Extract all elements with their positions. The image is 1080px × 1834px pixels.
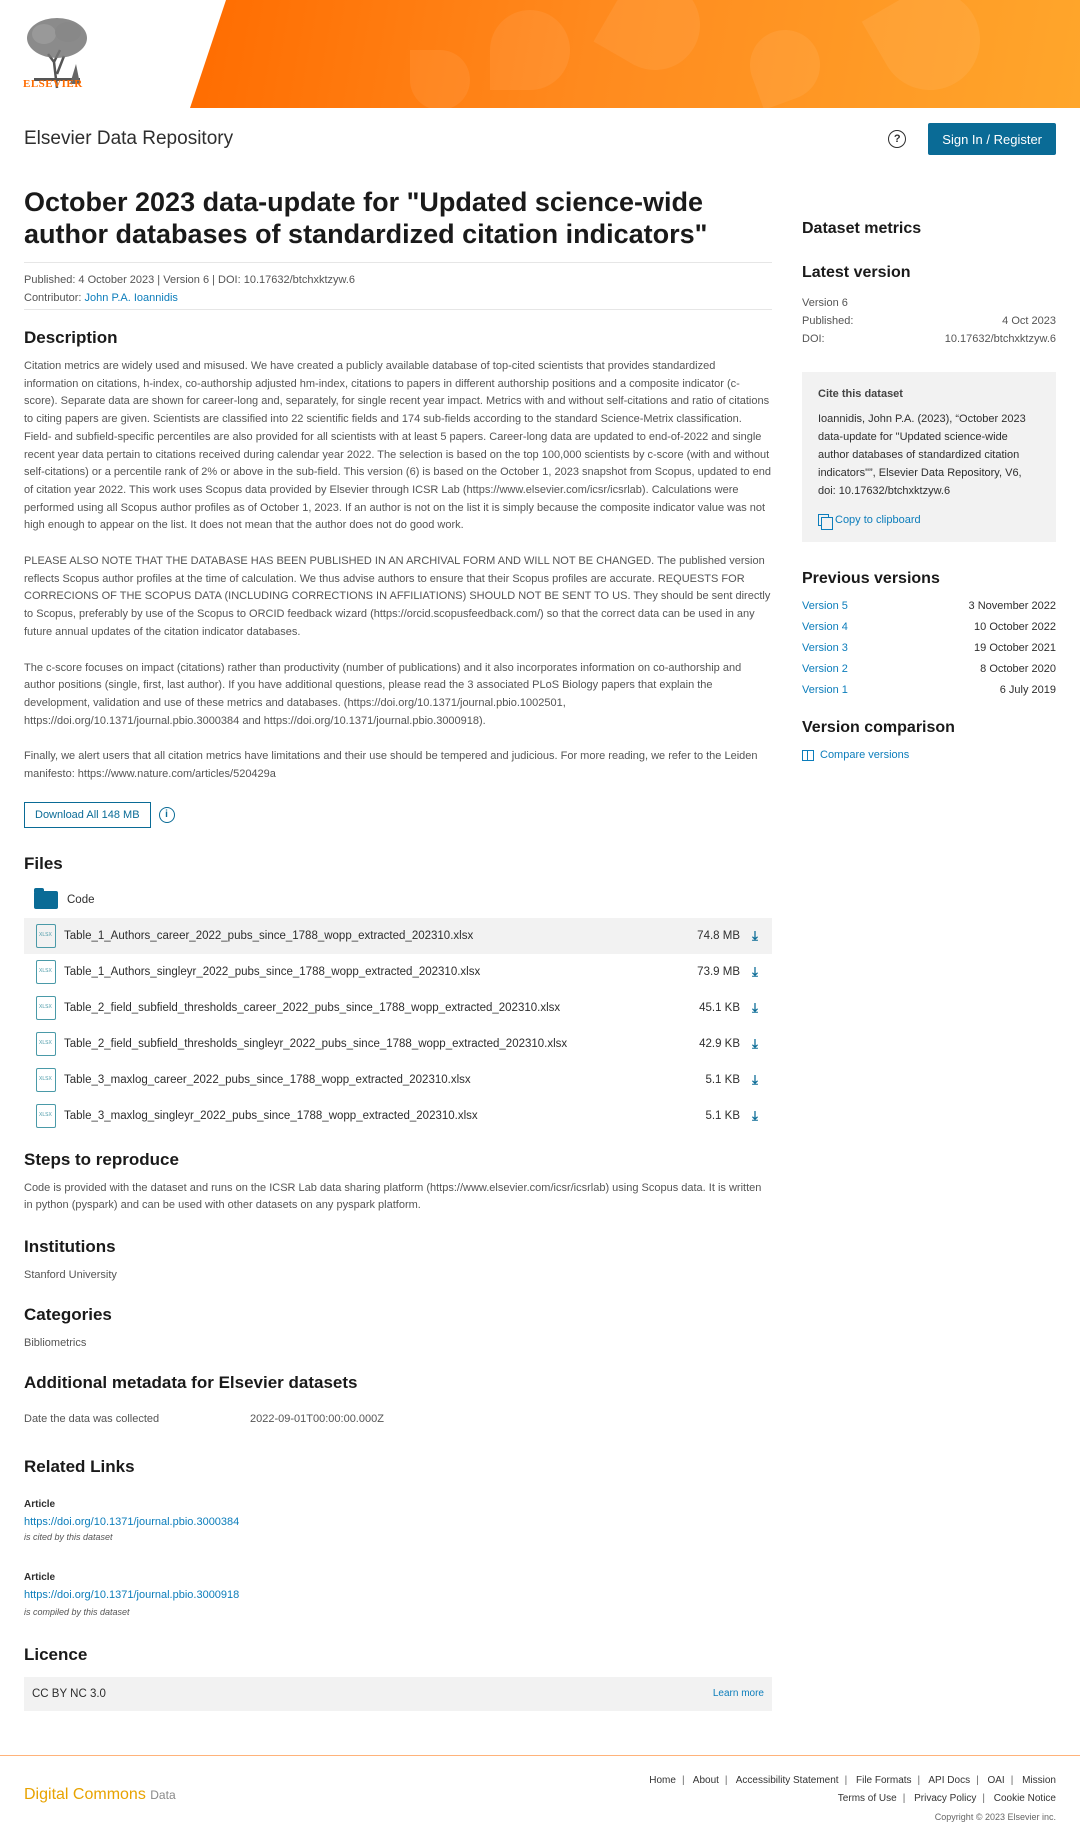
elsevier-wordmark: ELSEVIER (23, 78, 83, 90)
help-icon[interactable]: ? (888, 130, 906, 148)
version-link[interactable]: Version 2 (802, 663, 848, 675)
footer-link-home[interactable]: Home (649, 1775, 676, 1786)
download-icon[interactable]: ⤓ (752, 999, 758, 1015)
file-row[interactable] (24, 1062, 772, 1098)
file-row[interactable] (24, 1098, 772, 1134)
contributor-label: Contributor: (24, 292, 85, 304)
version-link[interactable]: Version 3 (802, 642, 848, 654)
compare-versions-button[interactable] (802, 749, 1056, 761)
spreadsheet-file-icon: XLSX (36, 1068, 56, 1092)
version-link[interactable]: Version 5 (802, 600, 848, 612)
spreadsheet-file-icon: XLSX (36, 1032, 56, 1056)
download-icon[interactable]: ⤓ (752, 927, 758, 943)
download-row (24, 802, 772, 828)
compare-icon (802, 750, 814, 761)
contributor-link[interactable]: John P.A. Ioannidis (84, 292, 178, 304)
related-link-url[interactable]: https://doi.org/10.1371/journal.pbio.3000918 (24, 1588, 240, 1601)
file-size: 42.9 KB (699, 1037, 740, 1050)
footer-link-oai[interactable]: OAI (987, 1775, 1005, 1786)
file-row[interactable] (24, 954, 772, 990)
related-link-type: Article (24, 1571, 56, 1583)
institution-value: Stanford University (24, 1269, 117, 1282)
related-link-relation: is compiled by this dataset (24, 1606, 130, 1617)
folder-icon (34, 891, 58, 909)
version-date: 19 October 2021 (974, 642, 1056, 654)
footer-link-terms[interactable]: Terms of Use (837, 1793, 897, 1804)
related-link-url[interactable]: https://doi.org/10.1371/journal.pbio.3000384 (24, 1515, 240, 1528)
description-paragraph: Citation metrics are widely used and misused. We have created a publicly available database of top-cited scientists that provides standardized information on citations, h-index, co-authorship adjusted hm-index, citations to papers in different authorship positions and a composite indicator (c-score). Separate data are shown for career-long and, separately, for single recent year impact. Metrics with and without self-citations and ratio of citations to citing papers are given. Scientists are classified into 22 scientific fields and 174 sub-fields according to the standard Science-Metrix classification. Field- and subfield-specific percentiles are also provided for all scientists with at least 5 papers. Career-long data are updated to end-of-2022 and single recent year data pertain to citations received during calendar year 2022. The selection is based on the top 100,000 scientists by c-score (with and without self-citations) or a percentile rank of 2% or above in the sub-field. This version (6) is based on the October 1, 2023 snapshot from Scopus, updated to end of citation year 2022. This work uses Scopus data provided by Elsevier through ICSR Lab (https://www.elsevier.com/icsr/icsrlab). Calculations were performed using all Scopus author profiles as of October 1, 2023. If an author is not on the list it is simply because the composite indicator value was not high enough to appear on the list. It does not mean that the author does not do good work. (24, 360, 771, 532)
published-line: Published: 4 October 2023 | Version 6 | DOI: 10.17632/btchxktzyw.6 (24, 274, 356, 286)
file-size: 74.8 MB (697, 929, 740, 942)
file-row[interactable] (24, 990, 772, 1026)
description-body (24, 358, 772, 784)
top-banner (0, 0, 1080, 108)
banner-artwork (190, 0, 1080, 108)
sign-in-button[interactable]: Sign In / Register (928, 123, 1056, 155)
related-link-relation: is cited by this dataset (24, 1531, 113, 1542)
copy-label[interactable]: Copy to clipboard (835, 514, 921, 526)
previous-versions-list (802, 596, 1056, 701)
file-name[interactable]: Table_2_field_subfield_thresholds_singleyr_2022_pubs_since_1788_wopp_extracted_202310.xlsx (64, 1037, 568, 1050)
spreadsheet-file-icon: XLSX (36, 960, 56, 984)
related-link-item (24, 1499, 772, 1542)
citation-text: Ioannidis, John P.A. (2023), “October 2023 data-update for "Updated science-wide author databases of standardized citation indicators"”, Elsevier Data Repository, V6, doi: 10.17632/btchxktzyw.6 (818, 413, 1026, 497)
files-heading: Files (24, 853, 63, 873)
compare-label[interactable]: Compare versions (820, 749, 910, 761)
file-size: 73.9 MB (697, 965, 740, 978)
file-size: 5.1 KB (705, 1073, 740, 1086)
file-row[interactable] (24, 1026, 772, 1062)
previous-versions-heading: Previous versions (802, 570, 940, 587)
description-paragraph: Finally, we alert users that all citation metrics have limitations and their use should be tempered and judicious. For more reading, we refer to the Leiden manifesto: https://www.nature.com/articles/520429a (24, 750, 758, 781)
steps-text: Code is provided with the dataset and runs on the ICSR Lab data sharing platform (https://www.elsevier.com/icsr/icsrlab) using Scopus data. It is written in python (pyspark) and can be used with other datasets on any pyspark platform. (24, 1181, 762, 1212)
footer-link-api-docs[interactable]: API Docs (928, 1775, 971, 1786)
published-value: 4 Oct 2023 (1002, 315, 1056, 327)
copy-to-clipboard-button[interactable] (818, 514, 1040, 526)
file-name[interactable]: Table_3_maxlog_career_2022_pubs_since_1788_wopp_extracted_202310.xlsx (64, 1073, 471, 1086)
files-list (24, 886, 772, 1134)
file-size: 5.1 KB (705, 1109, 740, 1122)
download-all-button[interactable]: Download All 148 MB (24, 802, 151, 828)
folder-code[interactable] (24, 886, 772, 914)
latest-version-info (802, 294, 1056, 348)
latest-version-heading: Latest version (802, 264, 911, 281)
dataset-meta (24, 262, 772, 310)
licence-box (24, 1677, 772, 1711)
version-date: 10 October 2022 (974, 621, 1056, 633)
download-icon[interactable]: ⤓ (752, 1035, 758, 1051)
footer (0, 1755, 1080, 1834)
spreadsheet-file-icon: XLSX (36, 924, 56, 948)
spreadsheet-file-icon: XLSX (36, 996, 56, 1020)
footer-link-file-formats[interactable]: File Formats (855, 1775, 912, 1786)
version-row (802, 617, 1056, 638)
description-heading: Description (24, 328, 118, 347)
sidebar (802, 170, 1056, 1711)
download-icon[interactable]: ⤓ (752, 1107, 758, 1123)
footer-link-about[interactable]: About (692, 1775, 719, 1786)
categories-heading: Categories (24, 1304, 112, 1324)
version-date: 8 October 2020 (980, 663, 1056, 675)
published-label: Published: (802, 315, 854, 327)
version-comparison-heading: Version comparison (802, 719, 955, 736)
licence-heading: Licence (24, 1644, 88, 1664)
file-size: 45.1 KB (699, 1001, 740, 1014)
download-icon[interactable]: ⤓ (752, 1071, 758, 1087)
doi-label: DOI: (802, 333, 825, 345)
related-link-type: Article (24, 1498, 56, 1510)
version-link[interactable]: Version 4 (802, 621, 848, 633)
cite-box (802, 372, 1056, 542)
logo-main: Digital Commons (24, 1786, 146, 1803)
version-row (802, 596, 1056, 617)
digital-commons-logo[interactable] (24, 1786, 176, 1804)
version-row (802, 680, 1056, 701)
dataset-metrics-heading: Dataset metrics (802, 220, 922, 237)
description-paragraph: PLEASE ALSO NOTE THAT THE DATABASE HAS BEEN PUBLISHED IN AN ARCHIVAL FORM AND WILL NOT BE CHANGED. The published version reflects Scopus author profiles at the time of calculation. We thus advise authors to ensure that their Scopus profiles are accurate. REQUESTS FOR CORRECIONS OF THE SCOPUS DATA (INCLUDING CORRECTIONS IN AFFILIATIONS) SHOULD NOT BE SENT TO US. They should be sent directly to Scopus, preferably by use of the Scopus to ORCID feedback wizard (https://orcid.scopusfeedback.com/) so that the correct data can be used in any future annual updates of the citation indicator databases. (24, 555, 771, 638)
footer-links: Home | About | Accessibility Statement | File Formats | API Docs | OAI | Mission Terms of Use | Privacy Policy | Cookie Notice Copyright © 2023 Elsevier inc. (649, 1772, 1056, 1826)
file-name[interactable]: Table_1_Authors_career_2022_pubs_since_1788_wopp_extracted_202310.xlsx (64, 929, 474, 942)
footer-link-cookie[interactable]: Cookie Notice (993, 1793, 1056, 1804)
version-date: 6 July 2019 (999, 684, 1056, 696)
description-paragraph: The c-score focuses on impact (citations) rather than productivity (number of publications) and it also incorporates information on co-authorship and author positions (single, first, last author). If you have additional questions, please read the 3 associated PLoS Biology papers that explain the development, validation and use of these metrics and databases. (https://doi.org/10.1371/journal.pbio.1002501, https://doi.org/10.1371/journal.pbio.3000384 and https://doi.org/10.1371/journal.pbio.3000918). (24, 661, 742, 727)
version-link[interactable]: Version 1 (802, 684, 848, 696)
repository-title[interactable]: Elsevier Data Repository (24, 128, 234, 149)
latest-version-label: Version 6 (802, 297, 848, 309)
institutions-heading: Institutions (24, 1237, 116, 1257)
footer-link-accessibility[interactable]: Accessibility Statement (735, 1775, 839, 1786)
subheader (0, 108, 1080, 170)
steps-heading: Steps to reproduce (24, 1149, 179, 1169)
dataset-title: October 2023 data-update for "Updated science-wide author databases of standardized citation indicators" (24, 187, 708, 249)
spreadsheet-file-icon: XLSX (36, 1104, 56, 1128)
file-name[interactable]: Table_2_field_subfield_thresholds_career_2022_pubs_since_1788_wopp_extracted_202310.xlsx (64, 1001, 561, 1014)
version-row (802, 638, 1056, 659)
version-row (802, 659, 1056, 680)
metadata-label: Date the data was collected (24, 1412, 160, 1425)
footer-link-privacy[interactable]: Privacy Policy (914, 1793, 977, 1804)
category-value: Bibliometrics (24, 1336, 87, 1349)
metadata-row (24, 1413, 772, 1425)
version-date: 3 November 2022 (968, 600, 1056, 612)
learn-more-link[interactable]: Learn more (712, 1688, 764, 1700)
file-name[interactable]: Table_3_maxlog_singleyr_2022_pubs_since_1788_wopp_extracted_202310.xlsx (64, 1109, 478, 1122)
cite-title: Cite this dataset (818, 388, 903, 400)
info-icon[interactable]: i (159, 807, 175, 823)
file-row[interactable] (24, 918, 772, 954)
download-icon[interactable]: ⤓ (752, 963, 758, 979)
doi-value: 10.17632/btchxktzyw.6 (944, 333, 1056, 345)
additional-metadata-heading: Additional metadata for Elsevier datasets (24, 1372, 358, 1392)
licence-value: CC BY NC 3.0 (32, 1687, 106, 1700)
copy-icon (818, 514, 829, 526)
file-name[interactable]: Table_1_Authors_singleyr_2022_pubs_since_1788_wopp_extracted_202310.xlsx (64, 965, 481, 978)
related-links-heading: Related Links (24, 1456, 135, 1476)
related-link-item (24, 1572, 772, 1617)
footer-link-mission[interactable]: Mission (1022, 1775, 1056, 1786)
main-content (24, 170, 772, 1711)
folder-label: Code (67, 893, 95, 906)
logo-sub: Data (150, 1788, 176, 1802)
metadata-value: 2022-09-01T00:00:00.000Z (250, 1412, 384, 1425)
copyright: Copyright © 2023 Elsevier inc. (934, 1812, 1056, 1822)
